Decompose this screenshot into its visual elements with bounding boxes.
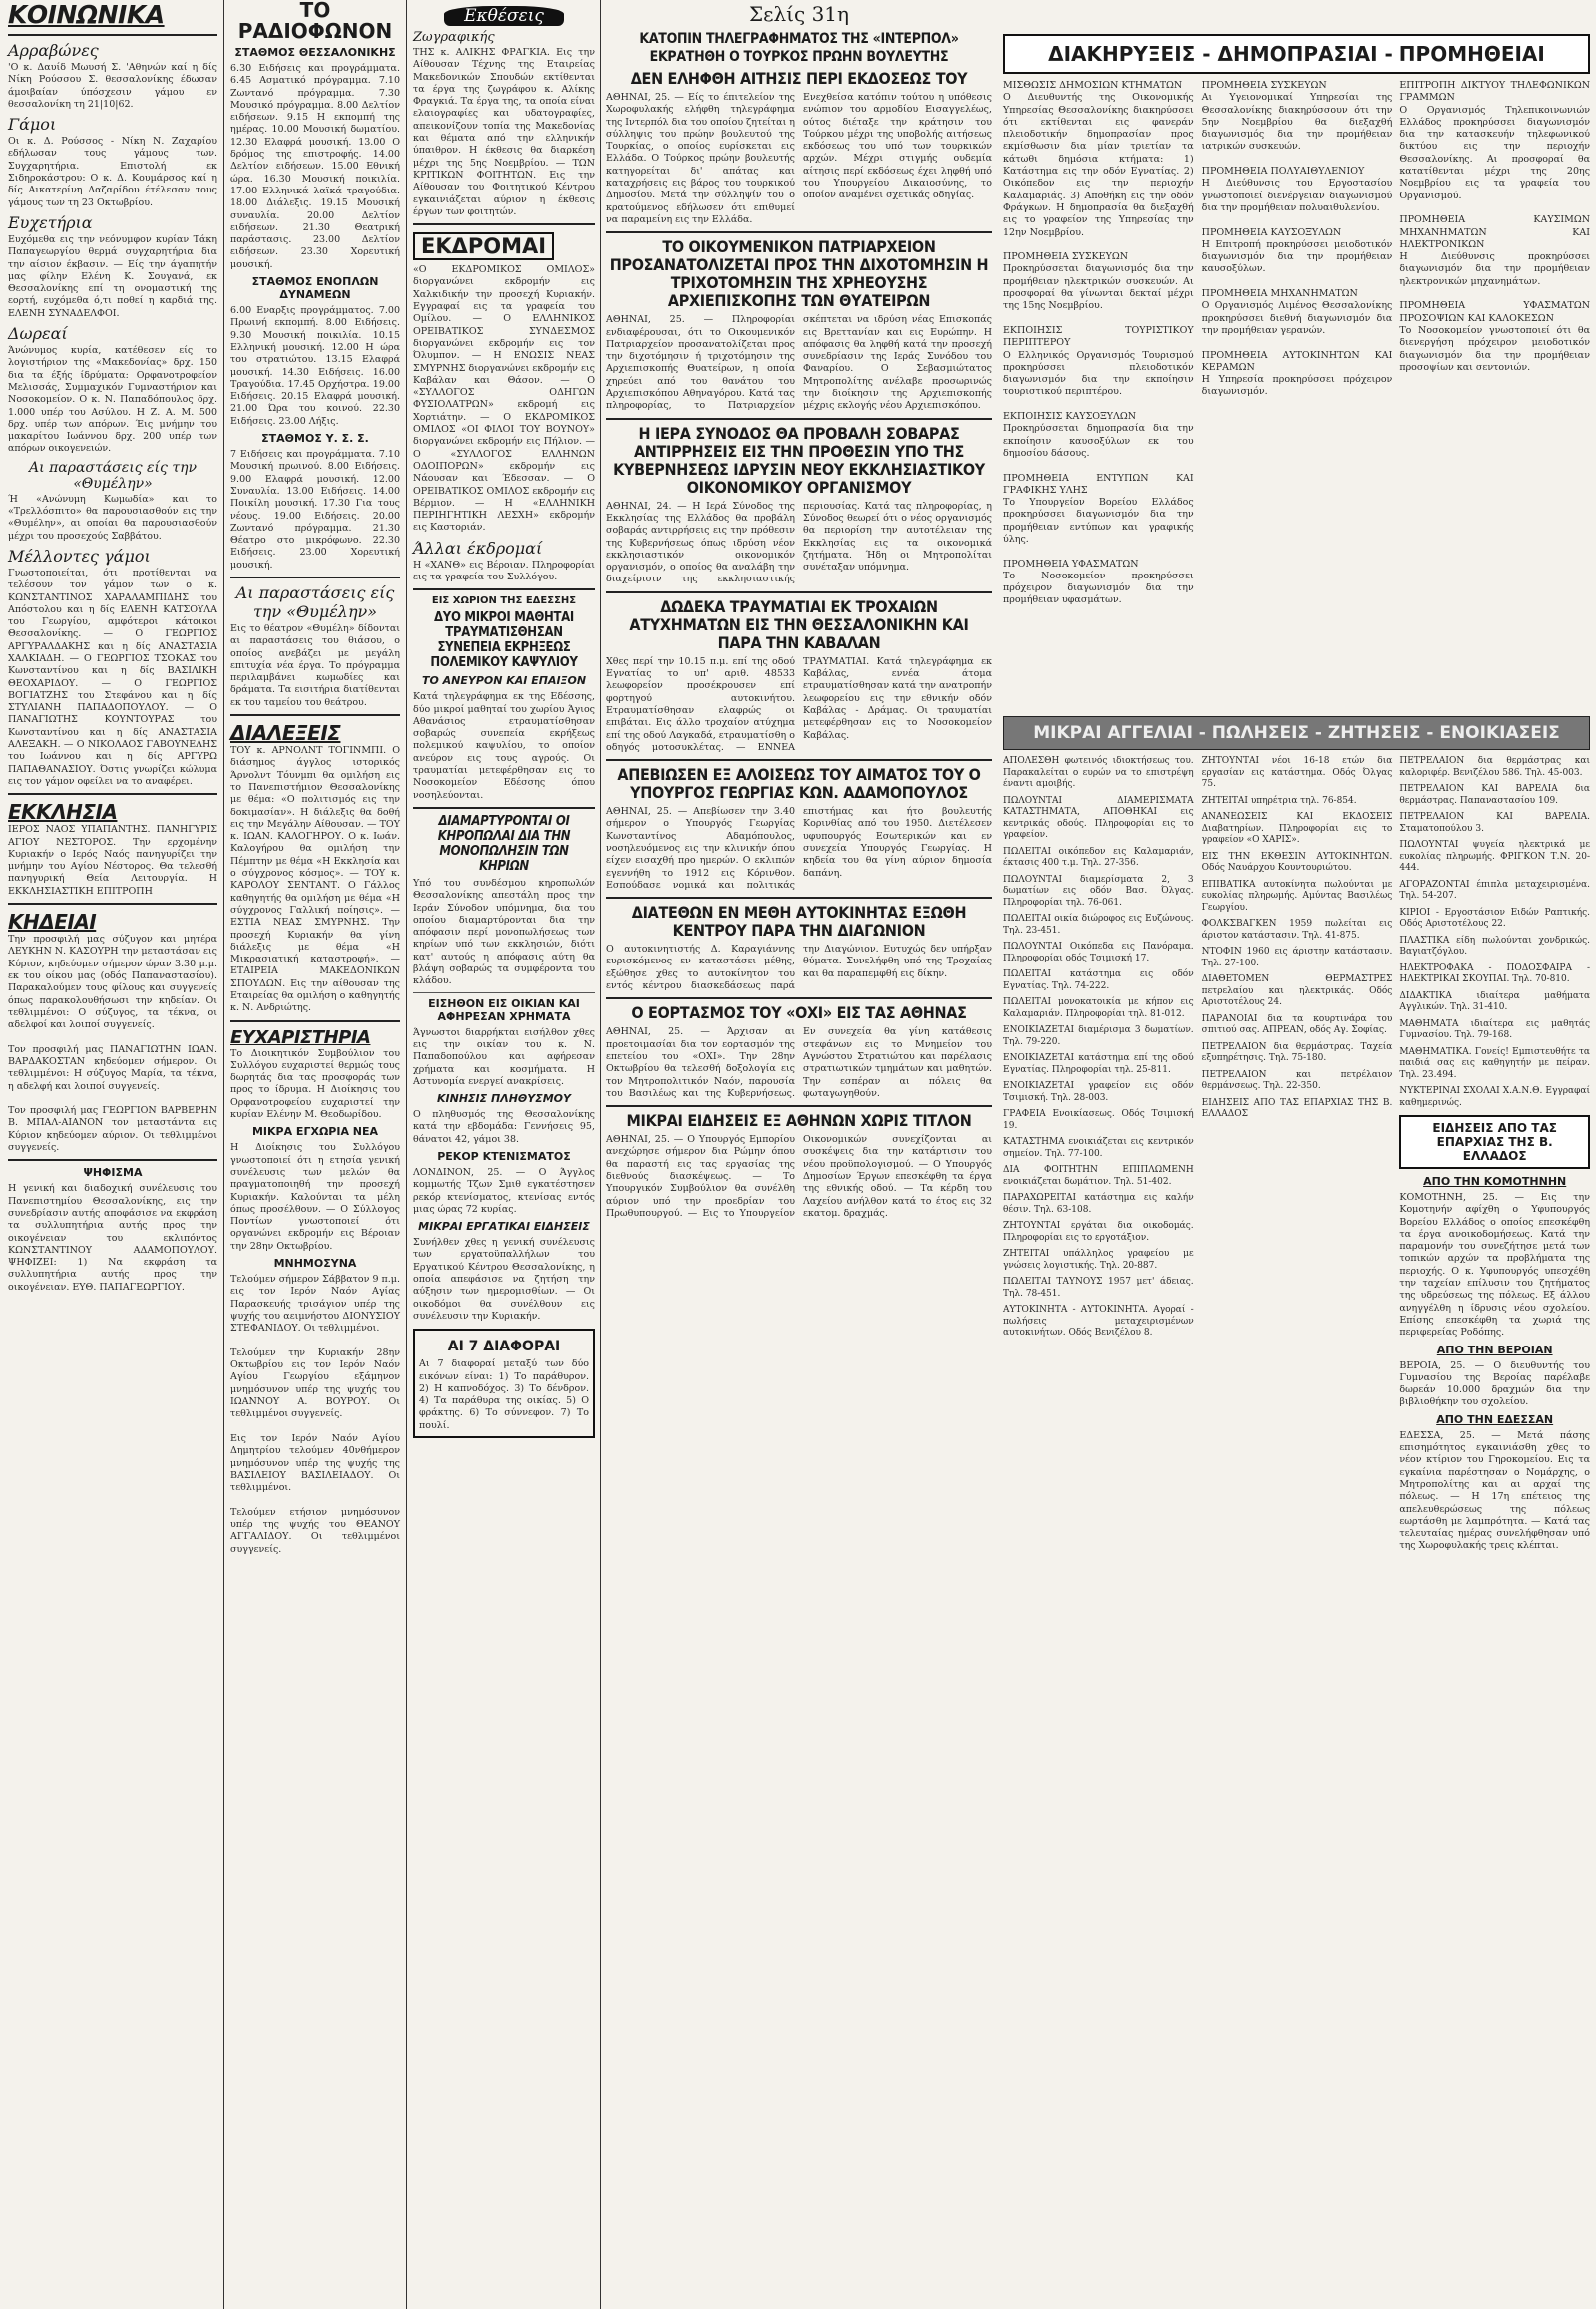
- thanks-text: Το Διοικητικόν Συμβούλιον του Συλλόγου ευχαριστεί θερμώς τους δωρητάς δια τας προσφοράς των προς το ίδρυμα. Η Διοίκησις του Ορφανοτροφείου ευχαριστεί την κυρίαν Ελένην Μ. Θεοδωρίδου.: [230, 1047, 404, 1121]
- provinces-heading: ΑΠΟ ΤΗΝ ΒΕΡΟΙΑΝ: [1436, 1343, 1553, 1356]
- classified-ad: ΖΗΤΕΙΤΑΙ υπάλληλος γραφείου με γνώσεις λογιστικής. Τηλ. 20-887.: [1003, 1249, 1194, 1271]
- classified-ad: ΠΑΡΑΧΩΡΕΙΤΑΙ κατάστημα εις καλήν θέσιν. Τηλ. 63-108.: [1003, 1193, 1194, 1215]
- classified-ad: ΕΝΟΙΚΙΑΖΕΤΑΙ γραφείον εις οδόν Τσιμισκή. Τηλ. 28-003.: [1003, 1081, 1194, 1103]
- divider: [8, 1159, 217, 1161]
- classified-ad: ΖΗΤΕΙΤΑΙ υπηρέτρια τηλ. 76-854.: [1201, 795, 1357, 806]
- article-text: Συνήλθεν χθες η γενική συνέλευσις των εργατοϋπαλλήλων του Εργατικού Κέντρου Θεσσαλονίκης, η οποία απεφάσισε να ζητήση την αύξησιν των ημερομισθίων. — Οι οικοδόμοι θα συνέλθουν εις συνέλευσιν την Κυριακήν.: [413, 1237, 598, 1322]
- article-text: ΑΘΗΝΑΙ, 25. — Απεβίωσεν την 3.40 σήμερον ο Υπουργός Γεωργίας Κωνσταντίνος Αδαμόπουλος, νοσηλευόμενος εις την κλινικήν όπου είχεν εισαχθή προ ημερών. Ο εκλιπών εγεννήθη το 1912 εις Κόρινθον. Εσπούδασε νομικά και πολιτικάς επιστήμας και ήτο βουλευτής Κορινθίας από του 1950. Διετέλεσεν υφυπουργός Εσωτερικών και εν συνεχεία Υπουργός Γεωργίας. Η κηδεία του θα γίνη αύριον δημοσία δαπάνη.: [606, 806, 996, 891]
- classified-ad: ΠΩΛΟΥΝΤΑΙ ψυγεία ηλεκτρικά με ευκολίας πληρωμής. ΦΡΙΓΚΟΝ Τ.Ν. 20-444.: [1399, 840, 1591, 873]
- local-news-heading: ΜΙΚΡΑ ΕΓΧΩΡΙΑ ΝΕΑ: [251, 1125, 379, 1139]
- article-text: Ο αυτοκινητιστής Δ. Καραγιάννης ευρισκόμενος εν καταστάσει μέθης, εξώθησε χθες το αυτοκίνητον του εντός κέντρου διασκεδάσεως παρά την Διαγώνιον. Ευτυχώς δεν υπήρξαν θύματα. Συνελήφθη υπό της Τροχαίας και θα παραπεμφθή εις δίκην.: [606, 944, 996, 992]
- section-text: Γνωστοποιείται, ότι προτίθενται να τελέσουν τον γάμον των ο κ. ΚΩΝΣΤΑΝΤΙΝΟΣ ΧΑΡΑΛΑΜΠΙΔΗΣ του Απόστολου και η δίς ΕΛΕΝΗ ΚΑΤΣΟΥΛΑ του Γεωργίου, αμφότεροι κάτοικοι Θεσσαλονίκης. — Ο ΓΕΩΡΓΙΟΣ ΑΡΓΥΡΑΛΔΑΚΗΣ και η δίς ΑΝΑΣΤΑΣΙΑ ΧΑΛΚΙΑΔΗ. — Ο ΓΕΩΡΓΙΟΣ ΤΣΟΚΑΣ του Κωνσταντίνου και η δίς ΒΑΣΙΛΙΚΗ ΘΕΟΧΑΡΙΔΟΥ. — Ο ΓΕΩΡΓΙΟΣ ΒΟΓΙΑΤΖΗΣ του Στεφάνου και η δίς ΣΤΥΛΙΑΝΗ ΠΑΠΑΔΟΠΟΥΛΟΥ. — Ο ΠΑΝΑΓΙΩΤΗΣ ΚΟΥΝΤΟΥΡΑΣ του Κωνσταντίνου και η δίς ΑΝΑΣΤΑΣΙΑ ΑΛΕΞΑΚΗ. — Ο ΝΙΚΟΛΑΟΣ ΓΑΒΟΥΝΕΛΗΣ του Ιωάννου και η δίς ΑΡΓΥΡΩ ΠΑΠΑΘΑΝΑΣΙΟΥ. Όστις γνωρίζει κώλυμα εις τον γάμον οφείλει να το αναφέρει.: [8, 567, 221, 787]
- exhibitions-heading: Εκθέσεις: [444, 6, 564, 26]
- classifieds-col-a: [1003, 756, 1194, 1553]
- divider: [606, 759, 992, 761]
- page-number: Σελίς 31η: [748, 2, 849, 26]
- tenders-body: [1003, 80, 1590, 708]
- classifieds-body: [1003, 756, 1594, 1553]
- section-title: Μέλλοντες γάμοι: [8, 546, 151, 566]
- classified-ad: ΔΙΑ ΦΟΙΤΗΤΗΝ ΕΠΙΠΛΩΜΕΝΗ ενοικιάζεται δωμάτιον. Τηλ. 51-402.: [1003, 1165, 1194, 1187]
- article-text: Κατά τηλεγράφημα εκ της Εδέσσης, δύο μικροί μαθηταί του χωρίου Άγιος Αθανάσιος ετραυματίσθησαν σοβαρώς συνεπεία εκρήξεως πολεμικού καψυλίου, το οποίον ανεύρον εις τους αγρούς. Οι τραυματίαι μετεφέρθησαν εις το Νοσοκομείον Εδέσσης όπου νοσηλεύονται.: [413, 691, 598, 801]
- article-headline: ΚΑΤΟΠΙΝ ΤΗΛΕΓΡΑΦΗΜΑΤΟΣ ΤΗΣ «ΙΝΤΕΡΠΟΛ» ΕΚΡΑΤΗΘΗ Ο ΤΟΥΡΚΟΣ ΠΡΩΗΝ ΒΟΥΛΕΥΤΗΣ: [639, 31, 959, 65]
- section-text: Άνώνυμος κυρία, κατέθεσεν είς το λογιστήριον της «Μακεδονίας» δρχ. 150 δια τα έξής ίδρύματα: Ορφανοτροφείον Μελισσάς, Συμμαχικόν Γυμναστήριον και Νοσοκομείον. Ο κ. Ν. Παπαδόπουλος δρχ. 1.000 υπέρ του Ασύλου. Η Ζ. Α. Μ. 500 δρχ. υπέρ των απόρων. Έις μνήμην του μακαρίτου Ιωάννου δρχ. 200 υπέρ των απόρων οικογενειών.: [8, 345, 221, 455]
- article-text: Ενεχθείσα κατόπιν τούτου η υπόθεσις ενώπιον του αρμοδίου Εισαγγελέως, ούτος διέταξε την κράτησιν του Τούρκου μέχρι της υποβολής αιτήσεως εκδόσεως του υπό των τουρκικών αρχών. Μέχρι στιγμής ουδεμία αίτησις περί εκδόσεως έχει ληφθή υπό του Υπουργείου Δικαιοσύνης, το οποίον αναμένει σχετικάς οδηγίας.: [803, 92, 996, 201]
- article-headline: ΜΙΚΡΑΙ ΕΡΓΑΤΙΚΑΙ ΕΙΔΗΣΕΙΣ: [418, 1220, 590, 1234]
- classified-ad: ΕΝΟΙΚΙΑΖΕΤΑΙ κατάστημα επί της οδού Εγνατίας. Πληροφορίαι τηλ. 25-811.: [1003, 1053, 1194, 1075]
- section-title: Δωρεαί: [8, 324, 68, 344]
- classified-ad: ΠΩΛΕΙΤΑΙ ΤΑΥΝΟΥΣ 1957 μετ' άδειας. Τηλ. 78-451.: [1003, 1277, 1194, 1299]
- divider: [606, 418, 992, 420]
- divider: [413, 807, 595, 809]
- section-text: 'Ο κ. Δαυίδ Μωυσή Σ. 'Αθηνών καί η δίς Νίκη Ρούσσου Σ. θεσσαλονίκης έδωσαν άμοιβαίαν ύπόσχεσιν γάμου εν θεσσαλονίκη τη 21|10|62.: [8, 62, 221, 110]
- classified-ad: ΠΩΛΟΥΝΤΑΙ Οικόπεδα εις Πανόραμα. Πληροφορίαι οδός Τσιμισκή 17.: [1003, 942, 1194, 963]
- divider: [230, 714, 400, 716]
- thanks-heading: ΕΥΧΑΡΙΣΤΗΡΙΑ: [230, 1026, 371, 1048]
- section-title: Ευχετήρια: [8, 212, 93, 232]
- classified-ad: ΠΩΛΕΙΤΑΙ μονοκατοικία με κήπον εις Καλαμαριάν. Πληροφορίαι τηλ. 81-012.: [1003, 997, 1194, 1019]
- provinces-heading: ΑΠΟ ΤΗΝ ΚΟΜΟΤΗΝΗΝ: [1423, 1175, 1567, 1188]
- article-headline: ΔΙΑΤΕΘΩΝ ΕΝ ΜΕΘΗ ΑΥΤΟΚΙΝΗΤΑΣ ΕΞΩΘΗ ΚΕΝΤΡΟΥ ΠΑΡΑ ΤΗΝ ΔΙΑΓΩΝΙΟΝ: [631, 903, 967, 941]
- classified-ad: ΠΕΤΡΕΛΑΙΟΝ ΚΑΙ ΒΑΡΕΛΙΑ δια θερμάστρας. Παπαναστασίου 109.: [1399, 784, 1591, 806]
- provinces-text: ΚΟΜΟΤΗΝΗ, 25. — Εις την Κομοτηνήν αφίχθη ο Υφυπουργός Βορείου Ελλάδος ο οποίος επεσκέφθη τα έργα ανοικοδομήσεως. Κατά την παραμονήν του συνεζήτησε μετά των τοπικών αρχών τα προβλήματα της περιοχής. Ο κ. Υφυπουργός υπεσχέθη την ταχείαν επίλυσιν του ζητήματος της υδρεύσεως της πόλεως. Εξ άλλου ανηγγέλθη η ίδρυσις νέου σχολείου. Επίσης επεσκέφθη τα χωριά της περιφερείας Ροδόπης.: [1399, 1192, 1594, 1339]
- article-text: Άγνωστοι διαρρήκται εισήλθον χθες εις την οικίαν του κ. Ν. Παπαδοπούλου και αφήρεσαν χρήματα και κοσμήματα. Η Αστυνομία ενεργεί ανακρίσεις.: [413, 1026, 598, 1087]
- classified-ad: ΠΕΤΡΕΛΑΙΟΝ δια θερμάστρας και καλοριφέρ. Βενιζέλου 586. Τηλ. 45-003.: [1399, 756, 1591, 778]
- classified-ad: ΕΙΔΗΣΕΙΣ ΑΠΟ ΤΑΣ ΕΠΑΡΧΙΑΣ ΤΗΣ Β. ΕΛΛΑΔΟΣ: [1201, 1097, 1393, 1119]
- tenders-text: ΕΠΙΤΡΟΠΗ ΔΙΚΤΥΟΥ ΤΗΛΕΦΩΝΙΚΩΝ ΓΡΑΜΜΩΝ Ο Οργανισμός Τηλεπικοινωνιών Ελλάδος προκηρύσσει διαγωνισμόν δια την κατασκευήν τηλεφωνικού δικτύου εις την περιοχήν Θεσσαλονίκης. Αι προσφοραί θα κατατίθενται μέχρι της 20ης Νοεμβρίου εις τα γραφεία του Οργανισμού. ΠΡΟΜΗΘΕΙΑ ΚΑΥΣΙΜΩΝ ΜΗΧΑΝΗΜΑΤΩΝ ΚΑΙ ΗΛΕΚΤΡΟΝΙΚΩΝ Η Διεύθυνσις προκηρύσσει διαγωνισμόν δια την προμήθειαν ηλεκτρονικών μηχανημάτων. ΠΡΟΜΗΘΕΙΑ ΥΦΑΣΜΑΤΩΝ ΠΡΟΣΟΨΙΩΝ ΚΑΙ ΚΑΛΟΚΕΣΩΝ Το Νοσοκομείον γνωστοποιεί ότι θα διενεργήση πρόχειρον μειοδοτικόν διαγωνισμόν δια την προμήθειαν προσοψίων και σεντονιών.: [1399, 80, 1591, 373]
- article-headline: Η ΙΕΡΑ ΣΥΝΟΔΟΣ ΘΑ ΠΡΟΒΑΛΗ ΣΟΒΑΡΑΣ ΑΝΤΙΡΡΗΣΕΙΣ ΕΙΣ ΤΗΝ ΠΡΟΘΕΣΙΝ ΥΠΟ ΤΗΣ ΚΥΒΕΡΝΗΣΕΩΣ ΙΔΡΥΣΙΝ ΝΕΟΥ ΕΚΚΛΗΣΙΑΣΤΙΚΟΥ ΟΙΚΟΝΟΜΙΚΟΥ ΟΡΓΑΝΙΣΜΟΥ: [613, 423, 985, 497]
- psifisma-heading: ΨΗΦΙΣΜΑ: [83, 1166, 143, 1180]
- other-excursions-text: Η «ΧΑΝΘ» εις Βέροιαν. Πληροφορίαι εις τα γραφεία του Συλλόγου.: [413, 559, 598, 582]
- article-text: ΑΘΗΝΑΙ, 25. — Άρχισαν αι προετοιμασίαι δια τον εορτασμόν της επετείου του «ΟΧΙ». Την 28ην Οκτωβρίου θα τελεσθή δοξολογία εις τον Μητροπολιτικόν Ναόν, παρουσία του Βασιλέως και της Κυβερνήσεως. Εν συνεχεία θα γίνη κατάθεσις στεφάνων εις το Μνημείον του Αγνώστου Στρατιώτου και παρέλασις στρατιωτικών τμημάτων και μαθητών. Την εσπέραν αι πόλεις θα φωταγωγηθούν.: [606, 1026, 996, 1099]
- classified-ad: ΚΙΡΙΟΙ - Εργοστάσιον Ειδών Ραπτικής. Οδός Αριστοτέλους 22.: [1399, 907, 1591, 929]
- provinces-text: ΒΕΡΟΙΑ, 25. — Ο διευθυντής του Γυμνασίου της Βεροίας παρέλαβε δωρεάν 10.000 δραχμών δια την βιβλιοθήκην του σχολείου.: [1399, 1359, 1594, 1408]
- divider: [230, 1020, 400, 1022]
- radio-heading: ΤΟ ΡΑΔΙΟΦΩΝΟΝ: [237, 0, 393, 43]
- divider: [606, 591, 992, 593]
- exhibitions-subheading: Ζωγραφικής: [413, 30, 495, 45]
- ekklisia-text: ΙΕΡΟΣ ΝΑΟΣ ΥΠΑΠΑΝΤΗΣ. ΠΑΝΗΓΥΡΙΣ ΑΓΙΟΥ ΝΕΣΤΟΡΟΣ. Την ερχομένην Κυριακήν ο Ιερός Ναός πανηγυρίζει την μνήμην του Αγίου Νέστορος. Θα τελεσθή πανηγυρική Θεία Λειτουργία. Η ΕΚΚΛΗΣΙΑΣΤΙΚΗ ΕΠΙΤΡΟΠΗ: [8, 824, 221, 897]
- puzzle-heading: ΑΙ 7 ΔΙΑΦΟΡΑΙ: [447, 1339, 561, 1355]
- article-text: ΑΘΗΝΑΙ, 25. — Είς το έπιτελείον της Χωροφυλακής ελήφθη τηλεγράφημα της Ιντερπόλ δια του οποίου ζητείται η σύλληψις του πρώην βουλευτού της Τουρκίας, ο οποίος ευρίσκεται εις Ελλάδα. Ο Τούρκος πρώην βουλευτής κατηγορείται δι' απάτας και καταχρήσεις εις βάρος του τουρκικού Δημοσίου. Μετά την σύλληψίν του ο κρατούμενος εδήλωσεν ότι επιθυμεί να παραμείνη εις την Ελλάδα.: [606, 92, 799, 225]
- local-news-text: Η Διοίκησις του Συλλόγου γνωστοποιεί ότι η ετησία γενική συνέλευσις των μελών θα πραγματοποιηθή την προσεχή Κυριακήν. Καλούνται τα μέλη όπως προσέλθουν. — Ο Σύλλογος Ποντίων γνωστοποιεί ότι οργανώνει εκδρομήν εις Βέροιαν την 28ην Οκτωβρίου.: [230, 1142, 404, 1252]
- article-subheadline: ΔΕΝ ΕΛΗΦΘΗ ΑΙΤΗΣΙΣ ΠΕΡΙ ΕΚΔΟΣΕΩΣ ΤΟΥ: [630, 69, 968, 88]
- divider: [606, 997, 992, 999]
- classified-ad: ΠΕΤΡΕΛΑΙΟΝ και πετρέλαιον θερμάνσεως. Τηλ. 22-350.: [1201, 1069, 1393, 1091]
- classified-ad: ΕΙΣ ΤΗΝ ΕΚΘΕΣΙΝ ΑΥΤΟΚΙΝΗΤΩΝ. Οδός Ναυάρχου Κουντουριώτου.: [1201, 851, 1393, 873]
- article-text: ΛΟΝΔΙΝΟΝ, 25. — Ο Άγγλος κομμωτής Τζων Σμιθ εγκατέστησεν ρεκόρ κτενίσματος, κτενίσας εντός μιας ώρας 72 κυρίας.: [413, 1167, 598, 1215]
- classified-ad: ΕΝΟΙΚΙΑΖΕΤΑΙ διαμέρισμα 3 δωματίων. Τηλ. 79-220.: [1003, 1025, 1194, 1047]
- lectures-heading: ΔΙΑΛΕΞΕΙΣ: [230, 721, 341, 746]
- kideiai-text: Την προσφιλή μας σύζυγον και μητέρα ΛΕΥΚΗΝ Ν. ΚΑΣΟΥΡΗ την μεταστάσαν εις Κύριον, κηδεύομεν σήμερον ώραν 3.30 μ.μ. εκ του οίκου μας (οδός Παπαναστασίου). Παρακαλούμεν τους φίλους και συγγενείς όπως παρακολουθήσωσι την κηδείαν. Οι τεθλιμμένοι: Ο σύζυγος, τα τέκνα, οι αδελφοί και λοιποί συγγενείς. Τον προσφιλή μας ΠΑΝΑΓΙΩΤΗΝ ΙΩΑΝ. ΒΑΡΔΑΚΟΣΤΑΝ κηδεύομεν σήμερον. Οι τεθλιμμένοι: Η σύζυγος Μαρία, τα τέκνα, η αδελφή και λοιποί συγγενείς. Τον προσφιλή μας ΓΕΩΡΓΙΟΝ ΒΑΡΒΕΡΗΝ Β. ΜΠΑΛ-ΑΙΑΝΟΝ τον μεταστάντα εις Κύριον κηδεύομεν αύριον. Οι τεθλιμμένοι συγγενείς.: [8, 934, 217, 1154]
- theatre-heading: Αι παραστάσεις είς την «Θυμέλην»: [235, 582, 395, 621]
- excursions-heading: ΕΚΔΡΟΜΑΙ: [413, 232, 554, 260]
- classifieds-col-c: [1399, 756, 1594, 1553]
- section-text: Ευχόμεθα εις την νεόνυμφον κυρίαν Τάκη Παπαγεωργίου θερμά συγχαρητήρια δια την αίσιον έκβασιν. — Είς την άγαπητήν μας φίλην Ελένη Κ. Σουγανά, εκ Θεσσαλονίκης επί τη ονομαστική της εορτή, ευχόμεθα ό,τι ποθεί η καρδιά της. ΕΛΕΝΗ ΣΥΝΑΔΕΛΦΟΙ.: [8, 233, 221, 319]
- classified-ad: ΠΩΛΟΥΝΤΑΙ διαμερίσματα 2, 3 δωματίων εις οδόν Βασ. Όλγας. Πληροφορίαι τηλ. 76-061.: [1003, 874, 1194, 908]
- divider: [8, 34, 217, 36]
- article-text: Υπό του συνδέσμου κηροπωλών Θεσσαλονίκης απεστάλη προς την Ιεράν Σύνοδον υπόμνημα, δια του οποίου διαμαρτύρονται δια την απόφασιν περί μονοπωλήσεως των κηρίων υπό των εκκλησιών, διότι κατ' αυτούς η απόφασις αύτη θα βλάψη σοβαρώς τα συμφέροντα του κλάδου.: [413, 877, 598, 987]
- classified-ad: ΕΠΙΒΑΤΙΚΑ αυτοκίνητα πωλούνται με ευκολίας πληρωμής. Αμύντας Βασιλέως Γεωργίου.: [1201, 879, 1393, 913]
- divider: [8, 793, 217, 795]
- classified-ad: ΠΕΤΡΕΛΑΙΟΝ ΚΑΙ ΒΑΡΕΛΙΑ. Σταματοπούλου 3.: [1399, 812, 1591, 834]
- classified-ad: ΑΥΤΟΚΙΝΗΤΑ - ΑΥΤΟΚΙΝΗΤΑ. Αγοραί - πωλήσεις μεταχειρισμένων αυτοκινήτων. Οδός Βενιζέλου 8.: [1003, 1305, 1194, 1338]
- article-headline: ΕΙΣΗΘΟΝ ΕΙΣ ΟΙΚΙΑΝ ΚΑΙ ΑΦΗΡΕΣΑΝ ΧΡΗΜΑΤΑ: [428, 996, 580, 1023]
- article-text: ΑΘΗΝΑΙ, 24. — Η Ιερά Σύνοδος της Εκκλησίας της Ελλάδος θα προβάλη σοβαράς αντιρρήσεις εις την πρόθεσιν της Κυβερνήσεως όπως ιδρύση νέον εκκλησιαστικόν οικονομικόν οργανισμόν, ο οποίος θα αναλάβη την διαχείρισιν της εκκλησιαστικής περιουσίας. Κατά τας πληροφορίας, η Σύνοδος θεωρεί ότι ο νέος οργανισμός θα περιορίση την αυτοτέλειαν της Εκκλησίας εις τα οικονομικά ζητήματα. Ήδη οι Μητροπολίται συνέταξαν υπόμνημα.: [606, 500, 996, 585]
- station-program: 6.30 Ειδήσεις και προγράμματα. 6.45 Ασματικό πρόγραμμα. 7.10 Ζωντανό πρόγραμμα. 7.30 Μουσικό πρόγραμμα. 8.00 Δελτίον ειδήσεων. 9.15 Η εκπομπή της ημέρας. 10.00 Μουσική δωματίου. 12.30 Ελαφρά μουσική. 13.00 Ο δρόμος της επιστροφής. 14.00 Δελτίον ειδήσεων. 15.00 Εθνική ώρα. 16.30 Μουσική ποικιλία. 17.00 Ελληνικά λαϊκά τραγούδια. 18.00 Διάλεξις. 19.15 Μουσική συναυλία. 20.00 Δελτίον ειδήσεων. 21.30 Θεατρική παράστασις. 23.00 Δελτίον ειδήσεων. 23.30 Χορευτική μουσική.: [230, 63, 404, 270]
- classified-ad: ΠΩΛΕΙΤΑΙ οικόπεδον εις Καλαμαριάν, έκτασις 400 τ.μ. Τηλ. 27-356.: [1003, 846, 1194, 868]
- social-column: [8, 0, 221, 2309]
- classified-ad: ΠΛΑΣΤΙΚΑ είδη πωλούνται χονδρικώς. Βαγιατζόγλου.: [1399, 935, 1591, 957]
- classified-ad: ΚΑΤΑΣΤΗΜΑ ενοικιάζεται εις κεντρικόν σημείον. Τηλ. 77-100.: [1003, 1137, 1194, 1159]
- lectures-text: ΤΟΥ κ. ΑΡΝΟΛΝΤ ΤΟΓΙΝΜΠΙ. Ο διάσημος άγγλος ιστορικός Άρνολντ Τόυνμπι θα ομιλήση εις το Πανεπιστήμιον Θεσσαλονίκης με θέμα: «Ο πολιτισμός εις την δοκιμασίαν». Η διάλεξις θα δοθή εις την Μεγάλην Αίθουσαν. — ΤΟΥ κ. ΙΩΑΝ. ΚΑΛΟΓΗΡΟΥ. Ο κ. Ιωάν. Καλογήρου θα ομιλήση την Πέμπτην με θέμα «Η Εκκλησία και ο σύγχρονος κόσμος». — ΤΟΥ κ. ΚΑΡΟΛΟΥ ΣΕΝΤΑΝΤ. Ο Γάλλος καθηγητής θα ομιλήση με θέμα «Η σύγχρονος Γαλλική ποίησις». — ΕΣΤΙΑ ΝΕΑΣ ΣΜΥΡΝΗΣ. Την προσεχή Κυριακήν θα γίνη διάλεξις με θέμα «Η Μικρασιατική καταστροφή». — ΕΤΑΙΡΕΙΑ ΜΑΚΕΔΟΝΙΚΩΝ ΣΠΟΥΔΩΝ. Εις την αίθουσαν της Εταιρείας θα ομιλήση ο καθηγητής κ. Ν. Ανδριώτης.: [230, 745, 404, 1014]
- exhibitions-text: ΤΗΣ κ. ΑΛΙΚΗΣ ΦΡΑΓΚΙΑ. Εις την Αίθουσαν Τέχνης της Εταιρείας Μακεδονικών Σπουδών εκτίθενται τα έργα της ζωγράφου κ. Αλίκης Φραγκιά. Τα έργα της, τα οποία είναι ελαιογραφίες και υδατογραφίες, απεικονίζουν τοπία της Μακεδονίας και θέματα από την ελληνικήν ύπαιθρον. Η έκθεσις θα διαρκέση μέχρι της 5ης Νοεμβρίου. — ΤΩΝ ΚΡΙΤΙΚΩΝ ΦΟΙΤΗΤΩΝ. Εις την Αίθουσαν του Φοιτητικού Κέντρου εγκαινιάζεται αύριον η έκθεσις έργων των φοιτητών.: [413, 47, 598, 217]
- divider: [606, 1105, 992, 1107]
- article-text: Ο πληθυσμός της Θεσσαλονίκης κατά την εβδομάδα: Γεννήσεις 95, θάνατοι 42, γάμοι 38.: [413, 1109, 598, 1145]
- station-program: 6.00 Εναρξις προγράμματος. 7.00 Πρωινή εκπομπή. 8.00 Ειδήσεις. 9.30 Μουσική ποικιλία. 10.15 Ελληνική μουσική. 12.00 Η ώρα του στρατιώτου. 13.15 Ελαφρά μουσική. 14.30 Ειδήσεις. 16.00 Τραγούδια. 17.45 Ορχήστρα. 19.00 Ειδήσεις. 20.15 Ελαφρά μουσική. 21.00 Ώρα του κοινού. 22.30 Ειδήσεις. 23.00 Λήξις.: [230, 305, 404, 427]
- article-headline: ΔΙΑΜΑΡΤΥΡΟΝΤΑΙ ΟΙ ΚΗΡΟΠΩΛΑΙ ΔΙΑ ΤΗΝ ΜΟΝΟΠΩΛΗΣΙΝ ΤΩΝ ΚΗΡΙΩΝ: [437, 813, 571, 874]
- article-headline: ΡΕΚΟΡ ΚΤΕΝΙΣΜΑΤΟΣ: [437, 1150, 571, 1163]
- psifisma-text: Η γενική και διαδοχική συνέλευσις του Πανεπιστημίου Θεσσαλονίκης, εις την συνεδρίασιν αυτής αποφάσισε να εκφράση τα συλλυπητήρια αυτής προς την οικογένειαν του εκλιπόντος ΚΩΝΣΤΑΝΤΙΝΟΥ ΑΔΑΜΟΠΟΥΛΟΥ. ΨΗΦΙΖΕΙ: 1) Να εκφράση τα συλλυπητήρια αυτής προς την οικογένειαν. ΕΥΘ. ΠΑΠΑΓΕΩΡΓΙΟΥ.: [8, 1183, 221, 1293]
- classified-ad: ΖΗΤΟΥΝΤΑΙ νέοι 16-18 ετών δια εργασίαν εις κατάστημα. Οδός Όλγας 75.: [1201, 756, 1393, 789]
- classified-ad: ΑΓΟΡΑΖΟΝΤΑΙ έπιπλα μεταχειρισμένα. Τηλ. 54-207.: [1399, 879, 1591, 901]
- article-headline: ΔΩΔΕΚΑ ΤΡΑΥΜΑΤΙΑΙ ΕΚ ΤΡΟΧΑΙΩΝ ΑΤΥΧΗΜΑΤΩΝ ΕΙΣ ΤΗΝ ΘΕΣΣΑΛΟΝΙΚΗΝ ΚΑΙ ΠΑΡΑ ΤΗΝ ΚΑΒΑΛΑΝ: [629, 596, 969, 652]
- radio-column: [230, 0, 404, 2309]
- provinces-banner: ΕΙΔΗΣΕΙΣ ΑΠΟ ΤΑΣ ΕΠΑΡΧΙΑΣ ΤΗΣ Β. ΕΛΛΑΔΟΣ: [1399, 1115, 1590, 1169]
- article-kicker: ΕΙΣ ΧΩΡΙΟΝ ΤΗΣ ΕΔΕΣΣΗΣ: [431, 595, 577, 607]
- column-rule: [406, 0, 407, 2309]
- classified-ad: ΠΩΛΟΥΝΤΑΙ ΔΙΑΜΕΡΙΣΜΑΤΑ ΚΑΤΑΣΤΗΜΑΤΑ, ΑΠΟΘΗΚΑΙ εις κεντρικάς οδούς. Πληροφορίαι εις το γραφείον.: [1003, 795, 1194, 840]
- memorials-text: Τελούμεν σήμερον Σάββατον 9 π.μ. εις τον Ιερόν Ναόν Αγίας Παρασκευής τρισάγιον υπέρ της ψυχής του αειμνήστου ΔΙΟΝΥΣΙΟΥ ΣΤΕΦΑΝΙΔΟΥ. Οι τεθλιμμένοι. Τελούμεν την Κυριακήν 28ην Οκτωβρίου εις τον Ιερόν Ναόν Αγίου Γεωργίου εξάμηνον μνημόσυνον υπέρ της ψυχής του ΙΩΑΝΝΟΥ Α. ΒΟΥΡΟΥ. Οι τεθλιμμένοι συγγενείς. Εις τον Ιερόν Ναόν Αγίου Δημητρίου τελούμεν 40νθήμερον μνημόσυνον υπέρ της ψυχής της ΒΑΣΙΛΕΙΟΥ ΒΑΣΙΛΕΙΑΔΟΥ. Οι τεθλιμμένοι. Τελούμεν ετήσιον μνημόσυνον υπέρ της ψυχής του ΘΕΑΝΟΥ ΑΓΓΑΛΙΔΟΥ. Οι τεθλιμμένοι συγγενείς.: [230, 1274, 400, 1555]
- classifieds-column: [1003, 0, 1594, 2309]
- article-subheadline: ΤΟ ΑΝΕΥΡΟΝ ΚΑΙ ΕΠΑΙΞΟΝ: [421, 674, 587, 688]
- excursions-text: «Ο ΕΚΔΡΟΜΙΚΟΣ ΟΜΙΛΟΣ» διοργανώνει εκδρομήν εις Χαλκιδικήν την προσεχή Κυριακήν. Εγγραφαί εις τα γραφεία του Ομίλου. — Ο ΕΛΛΗΝΙΚΟΣ ΟΡΕΙΒΑΤΙΚΟΣ ΣΥΝΔΕΣΜΟΣ διοργανώνει εκδρομήν εις τον Όλυμπον. — Η ΕΝΩΣΙΣ ΝΕΑΣ ΣΜΥΡΝΗΣ διοργανώνει εκδρομήν εις Καβάλαν και Θάσον. — Ο «ΣΥΛΛΟΓΟΣ ΟΔΗΓΩΝ ΦΥΣΙΟΛΑΤΡΩΝ» εκδρομή εις Χορτιάτην. — Ο ΕΚΔΡΟΜΙΚΟΣ ΟΜΙΛΟΣ «ΟΙ ΦΙΛΟΙ ΤΟΥ ΒΟΥΝΟΥ» διοργανώνει εκδρομήν εις Πήλιον. — Ο «ΣΥΛΛΟΓΟΣ ΕΛΛΗΝΩΝ ΟΔΟΙΠΟΡΩΝ» εκδρομήν εις Νάουσαν και Έδεσσαν. — Ο ΟΡΕΙΒΑΤΙΚΟΣ ΟΜΙΛΟΣ εκδρομήν εις Βέρμιον. — Η «ΕΛΛΗΝΙΚΗ ΠΕΡΙΗΓΗΤΙΚΗ ΛΕΣΧΗ» εκδρομήν εις Καστοριάν.: [413, 264, 598, 534]
- classified-ad: ΦΟΛΚΣΒΑΓΚΕΝ 1959 πωλείται εις άριστον κατάστασιν. Τηλ. 41-875.: [1201, 919, 1393, 941]
- station-title: ΣΤΑΘΜΟΣ Υ. Σ. Σ.: [261, 432, 369, 446]
- classified-ad: ΑΠΟΛΕΣΘΗ φωτεινός ιδιοκτήσεως του. Παρακαλείται ο ευρών να το επιστρέψη έναντι αμοιβής.: [1003, 756, 1194, 789]
- section-title: Αι παραστάσεις είς την «Θυμέλην»: [29, 459, 197, 492]
- column-rule: [600, 0, 601, 2309]
- puzzle-box: [413, 1329, 595, 1438]
- station-title: ΣΤΑΘΜΟΣ ΕΝΟΠΛΩΝ ΔΥΝΑΜΕΩΝ: [251, 275, 379, 302]
- divider: [413, 223, 595, 225]
- news-column: [606, 0, 996, 2309]
- classified-ad: ΠΩΛΕΙΤΑΙ οικία διώροφος εις Ευζώνους. Τηλ. 23-451.: [1003, 914, 1194, 936]
- provinces-text: ΕΔΕΣΣΑ, 25. — Μετά πάσης επισημότητος εγκαινιάσθη χθες το νέον κτίριον του Γηροκομείου. Εις τα εγκαίνια παρέστησαν ο Νομάρχης, ο Μητροπολίτης και αι αρχαί της πόλεως. — Η 17η επέτειος της απελευθερώσεως της πόλεως εωρτάσθη με λαμπρότητα. — Κατά τας τελευταίας ημέρας συνελήφθησαν υπό της Χωροφυλακής τρεις κλέπται.: [1399, 1429, 1594, 1552]
- divider: [606, 231, 992, 233]
- classified-ad: ΔΙΑΘΕΤΟΜΕΝ ΘΕΡΜΑΣΤΡΕΣ πετρελαίου και ηλεκτρικάς. Οδός Αριστοτέλους 24.: [1201, 974, 1393, 1007]
- article-headline: ΚΙΝΗΣΙΣ ΠΛΗΘΥΣΜΟΥ: [437, 1092, 571, 1106]
- classified-ad: ΗΛΕΚΤΡΟΦΑΚΑ - ΠΟΔΟΣΦΑΙΡΑ - ΗΛΕΚΤΡΙΚΑΙ ΣΚΟΥΠΑΙ. Τηλ. 70-810.: [1399, 962, 1591, 984]
- classified-ad: ΜΑΘΗΜΑΤΙΚΑ. Γονείς! Εμπιστευθήτε τα παιδιά σας εις καθηγητήν με πείραν. Τηλ. 23.494.: [1399, 1046, 1591, 1080]
- section-text: Οι κ. Δ. Ρούσσος - Νίκη Ν. Ζαχαρίου εδήλωσαν τους γάμους των. Συγχαρητήρια. Επιστολή εκ Σιδηροκάστρου: Ο κ. Δ. Κουμάρσος καί η δίς Αικατερίνη Λαζαρίδου έτέλεσαν τους γάμους των τη 23 Οκτωβρίου.: [8, 136, 221, 208]
- classified-ad: ΠΕΤΡΕΛΑΙΟΝ δια θερμάστρας. Ταχεία εξυπηρέτησις. Τηλ. 75-180.: [1201, 1041, 1393, 1063]
- theatre-text: Εις το θέατρον «Θυμέλη» δίδονται αι παραστάσεις του θιάσου, ο οποίος ανεβάζει με μεγάλη επιτυχία νέα έργα. Το πρόγραμμα περιλαμβάνει κωμωδίες και δράματα. Τα εισιτήρια διατίθενται εκ του ταμείου του θεάτρου.: [230, 622, 404, 708]
- classified-ad: ΜΑΘΗΜΑΤΑ ιδιαίτερα εις μαθητάς Γυμνασίου. Τηλ. 79-168.: [1399, 1018, 1591, 1040]
- article-body: [606, 92, 996, 226]
- classifieds-col-b: [1202, 756, 1393, 1553]
- article-text: Χθες περί την 10.15 π.μ. επί της οδού Εγνατίας το υπ' αριθ. 48533 λεωφορείον προσέκρουσεν επί φορτηγού αυτοκινήτου. Ετραυματίσθησαν ελαφρώς οι επιβάται. Εις άλλο τροχαίον ατύχημα επί της οδού Λαγκαδά, ετραυματίσθη ο οδηγός μοτοσυκλέτας. — ΕΝΝΕΑ ΤΡΑΥΜΑΤΙΑΙ. Κατά τηλεγράφημα εκ Καβάλας, εννέα άτομα ετραυματίσθησαν κατά την ανατροπήν λεωφορείου εις την εθνικήν οδόν Καβάλας - Δράμας. Οι τραυματίαι μετεφέρθησαν εις το Νοσοκομείον Καβάλας.: [606, 655, 996, 753]
- other-excursions-heading: Άλλαι έκδρομαί: [413, 538, 543, 558]
- column-rule: [223, 0, 224, 2309]
- article-text: ΑΘΗΝΑΙ, 25. — Πληροφορίαι ενδιαφέρουσαι, ότι το Οικουμενικόν Πατριαρχείον προσανατολίζεται προς την διχοτόμησιν ή τριχοτόμησιν της Αρχιεπισκοπής Θυατείρων, η οποία χηρεύει από του θανάτου του Αρχιεπισκόπου Αθηναγόρου. Κατά τας πληροφορίας, το Πατριαρχείον σκέπτεται να ιδρύση νέας Επισκοπάς εις Βρεττανίαν και εις Ευρώπην. Η απόφασις θα ληφθή κατά την προσεχή συνεδρίασιν της Ιεράς Συνόδου του Φαναρίου. Ο Σεβασμιώτατος Μητροπολίτης ανέλαβε προσωρινώς την διοίκησιν της Αρχιεπισκοπής μέχρις εκλογής νέου Αρχιεπισκόπου.: [606, 314, 996, 412]
- tenders-text: ΠΡΟΜΗΘΕΙΑ ΣΥΣΚΕΥΩΝ Αι Υγειονομικαί Υπηρεσίαι της Θεσσαλονίκης διακηρύσσουν ότι την 5ην Νοεμβρίου θα διεξαχθή διαγωνισμός δια την προμήθειαν ιατρικών συσκευών. ΠΡΟΜΗΘΕΙΑ ΠΟΛΥΑΙΘΥΛΕΝΙΟΥ Η Διεύθυνσις του Εργοστασίου γνωστοποιεί διενέργειαν διαγωνισμού δια την προμήθειαν πολυαιθυλενίου. ΠΡΟΜΗΘΕΙΑ ΚΑΥΣΟΞΥΛΩΝ Η Επιτροπή προκηρύσσει μειοδοτικόν διαγωνισμόν δια την προμήθειαν καυσοξύλων. ΠΡΟΜΗΘΕΙΑ ΜΗΧΑΝΗΜΑΤΩΝ Ο Οργανισμός Λιμένος Θεσσαλονίκης προκηρύσσει διεθνή διαγωνισμόν δια την προμήθειαν γερανών. ΠΡΟΜΗΘΕΙΑ ΑΥΤΟΚΙΝΗΤΩΝ ΚΑΙ ΚΕΡΑΜΩΝ Η Υπηρεσία προκηρύσσει πρόχειρον διαγωνισμόν.: [1201, 80, 1393, 398]
- divider: [8, 903, 217, 905]
- social-masthead: ΚΟΙΝΩΝΙΚΑ: [8, 0, 165, 29]
- classified-ad: ΝΤΟΦΙΝ 1960 εις άριστην κατάστασιν. Τηλ. 27-100.: [1201, 947, 1393, 968]
- divider: [413, 992, 595, 993]
- tenders-text: ΜΙΣΘΩΣΙΣ ΔΗΜΟΣΙΩΝ ΚΤΗΜΑΤΩΝ Ο Διευθυντής της Οικονομικής Υπηρεσίας Θεσσαλονίκης διακηρύσσει ότι εκτίθενται εις φανεράν πλειοδοτικήν δημοπρασίαν προς εκμίσθωσιν δια μίαν τριετίαν τα κάτωθι δημόσια κτήματα: 1) Κατάστημα εις την οδόν Εγνατίας. 2) Οικόπεδον εις την περιοχήν Καλαμαριάς. 3) Αποθήκη εις την οδόν Φράγκων. Η δημοπρασία θα διεξαχθή εις το γραφείον της Υπηρεσίας την 12ην Νοεμβρίου. ΠΡΟΜΗΘΕΙΑ ΣΥΣΚΕΥΩΝ Προκηρύσσεται διαγωνισμός δια την προμήθειαν ηλεκτρικών συσκευών. Αι προσφοραί θα γίνωνται δεκταί μέχρι της 15ης Νοεμβρίου. ΕΚΠΟΙΗΣΙΣ ΤΟΥΡΙΣΤΙΚΟΥ ΠΕΡΙΠΤΕΡΟΥ Ο Ελληνικός Οργανισμός Τουρισμού προκηρύσσει πλειοδοτικόν διαγωνισμόν δια την εκποίησιν τουριστικού περιπτέρου. ΕΚΠΟΙΗΣΙΣ ΚΑΥΣΟΞΥΛΩΝ Προκηρύσσεται δημοπρασία δια την εκποίησιν καυσοξύλων εκ του δημοσίου δάσους. ΠΡΟΜΗΘΕΙΑ ΕΝΤΥΠΩΝ ΚΑΙ ΓΡΑΦΙΚΗΣ ΥΛΗΣ Το Υπουργείον Βορείου Ελλάδος προκηρύσσει διαγωνισμόν δια την προμήθειαν εντύπων και γραφικής ύλης. ΠΡΟΜΗΘΕΙΑ ΥΦΑΣΜΑΤΩΝ Το Νοσοκομείον προκηρύσσει πρόχειρον διαγωνισμόν δια την προμήθειαν υφασμάτων.: [1003, 80, 1194, 606]
- section-text: Ή «Ανώνυμη Κωμωδία» και το «Τρελλόσπιτο» θα παρουσιασθούν εις την «Θυμέλην», αι οποίαι θα παρουσιασθούν μέχρι του προσεχούς Σαββάτου.: [8, 493, 221, 542]
- article-headline: ΤΟ ΟΙΚΟΥΜΕΝΙΚΟΝ ΠΑΤΡΙΑΡΧΕΙΟΝ ΠΡΟΣΑΝΑΤΟΛΙΖΕΤΑΙ ΠΡΟΣ ΤΗΝ ΔΙΧΟΤΟΜΗΣΙΝ Η ΤΡΙΧΟΤΟΜΗΣΙΝ ΤΗΣ ΧΡΗΕΟΥΣΗΣ ΑΡΧΙΕΠΙΣΚΟΠΗΣ ΤΩΝ ΘΥΑΤΕΙΡΩΝ: [609, 237, 989, 311]
- classified-ad: ΓΡΑΦΕΙΑ Ενοικίασεως. Οδός Τσιμισκή 19.: [1003, 1109, 1194, 1131]
- classified-ad: ΠΩΛΕΙΤΑΙ κατάστημα εις οδόν Εγνατίας. Τηλ. 74-222.: [1003, 969, 1194, 991]
- station-title: ΣΤΑΘΜΟΣ ΘΕΣΣΑΛΟΝΙΚΗΣ: [234, 46, 396, 59]
- ekklisia-heading: ΕΚΚΛΗΣΙΑ: [8, 800, 118, 825]
- section-title: Γάμοι: [8, 115, 57, 135]
- classified-ad: ΖΗΤΟΥΝΤΑΙ εργάται δια οικοδομάς. Πληροφορίαι εις το εργοτάξιον.: [1003, 1221, 1194, 1243]
- article-headline: ΑΠΕΒΙΩΣΕΝ ΕΞ ΑΛΟΙΣΕΩΣ ΤΟΥ ΑΙΜΑΤΟΣ ΤΟΥ Ο ΥΠΟΥΡΓΟΣ ΓΕΩΡΓΙΑΣ ΚΩΝ. ΑΔΑΜΟΠΟΥΛΟΣ: [617, 765, 981, 803]
- classifieds-banner: ΜΙΚΡΑΙ ΑΓΓΕΛΙΑΙ - ΠΩΛΗΣΕΙΣ - ΖΗΤΗΣΕΙΣ - ΕΝΟΙΚΙΑΣΕΙΣ: [1003, 716, 1590, 750]
- events-column: [413, 0, 598, 2309]
- divider: [606, 897, 992, 899]
- classified-ad: ΝΥΚΤΕΡΙΝΑΙ ΣΧΟΛΑΙ Χ.Α.Ν.Θ. Εγγραφαί καθημερινώς.: [1399, 1086, 1591, 1108]
- divider: [413, 588, 595, 590]
- puzzle-text: Αι 7 διαφοραί μεταξύ των δύο εικόνων είναι: 1) Το παράθυρον. 2) Η καπνοδόχος. 3) Το δένδρον. 4) Τα παράθυρα της οικίας. 5) Ο φράκτης. 6) Το σύννεφον. 7) Το πουλί.: [419, 1358, 593, 1431]
- tenders-banner: ΔΙΑΚΗΡΥΞΕΙΣ - ΔΗΜΟΠΡΑΣΙΑΙ - ΠΡΟΜΗΘΕΙΑΙ: [1003, 34, 1590, 74]
- classified-ad: ΠΑΡΑΝΟΙΑΙ δια τα κουρτινάρα του σπιτιού σας. ΑΠΡΕΑΝ, οδός Αγ. Σοφίας.: [1201, 1013, 1393, 1035]
- article-headline: ΜΙΚΡΑΙ ΕΙΔΗΣΕΙΣ ΕΞ ΑΘΗΝΩΝ ΧΩΡΙΣ ΤΙΤΛΟΝ: [626, 1111, 972, 1131]
- divider: [230, 577, 400, 578]
- kideiai-heading: ΚΗΔΕΙΑΙ: [8, 910, 97, 935]
- classified-ad: ΑΝΑΝΕΩΣΕΙΣ ΚΑΙ ΕΚΔΟΣΕΙΣ Διαβατηρίων. Πληροφορίαι εις το γραφείον «Ο ΧΑΡΙΣ».: [1201, 812, 1393, 845]
- article-headline: ΔΥΟ ΜΙΚΡΟΙ ΜΑΘΗΤΑΙ ΤΡΑΥΜΑΤΙΣΘΗΣΑΝ ΣΥΝΕΠΕΙΑ ΕΚΡΗΞΕΩΣ ΠΟΛΕΜΙΚΟΥ ΚΑΨΥΛΙΟΥ: [430, 610, 578, 671]
- classified-ad: ΔΙΔΑΚΤΙΚΑ ιδιαίτερα μαθήματα Αγγλικών. Τηλ. 31-410.: [1399, 990, 1591, 1012]
- memorials-heading: ΜΝΗΜΟΣΥΝΑ: [273, 1257, 357, 1271]
- provinces-heading: ΑΠΟ ΤΗΝ ΕΔΕΣΣΑΝ: [1436, 1412, 1554, 1426]
- article-text: ΑΘΗΝΑΙ, 25. — Ο Υπουργός Εμπορίου ανεχώρησε σήμερον δια Ρώμην όπου θα παραστή εις τας εργασίας της διεθνούς διασκέψεως. — Το Υπουργικόν Συμβούλιον θα συνέλθη αύριον υπό την προεδρίαν του Πρωθυπουργού. — Εις το Υπουργείον Οικονομικών συνεχίζονται αι συσκέψεις δια την κατάρτισιν του νέου προϋπολογισμού. — Ο Υπουργός Δημοσίων Έργων επεσκέφθη τα έργα της εθνικής οδού. — Τα κέρδη του Λαχείου ανήλθον κατά το έτος εις 32 εκατομ. δραχμάς.: [606, 1134, 996, 1219]
- section-title: Αρραβώνες: [8, 41, 99, 60]
- station-program: 7 Ειδήσεις και προγράμματα. 7.10 Μουσική πρωινού. 8.00 Ειδήσεις. 9.00 Ελαφρά μουσική. 12.00 Συναυλία. 13.00 Ειδήσεις. 14.00 Ποικίλη μουσική. 17.30 Για τους νέους. 19.00 Ειδήσεις. 20.00 Ζωντανό πρόγραμμα. 21.30 Θέατρο στο μικρόφωνο. 22.30 Ειδήσεις. 23.00 Χορευτική μουσική.: [230, 449, 404, 571]
- article-headline: Ο ΕΟΡΤΑΣΜΟΣ ΤΟΥ «ΟΧΙ» ΕΙΣ ΤΑΣ ΑΘΗΝΑΣ: [631, 1003, 967, 1023]
